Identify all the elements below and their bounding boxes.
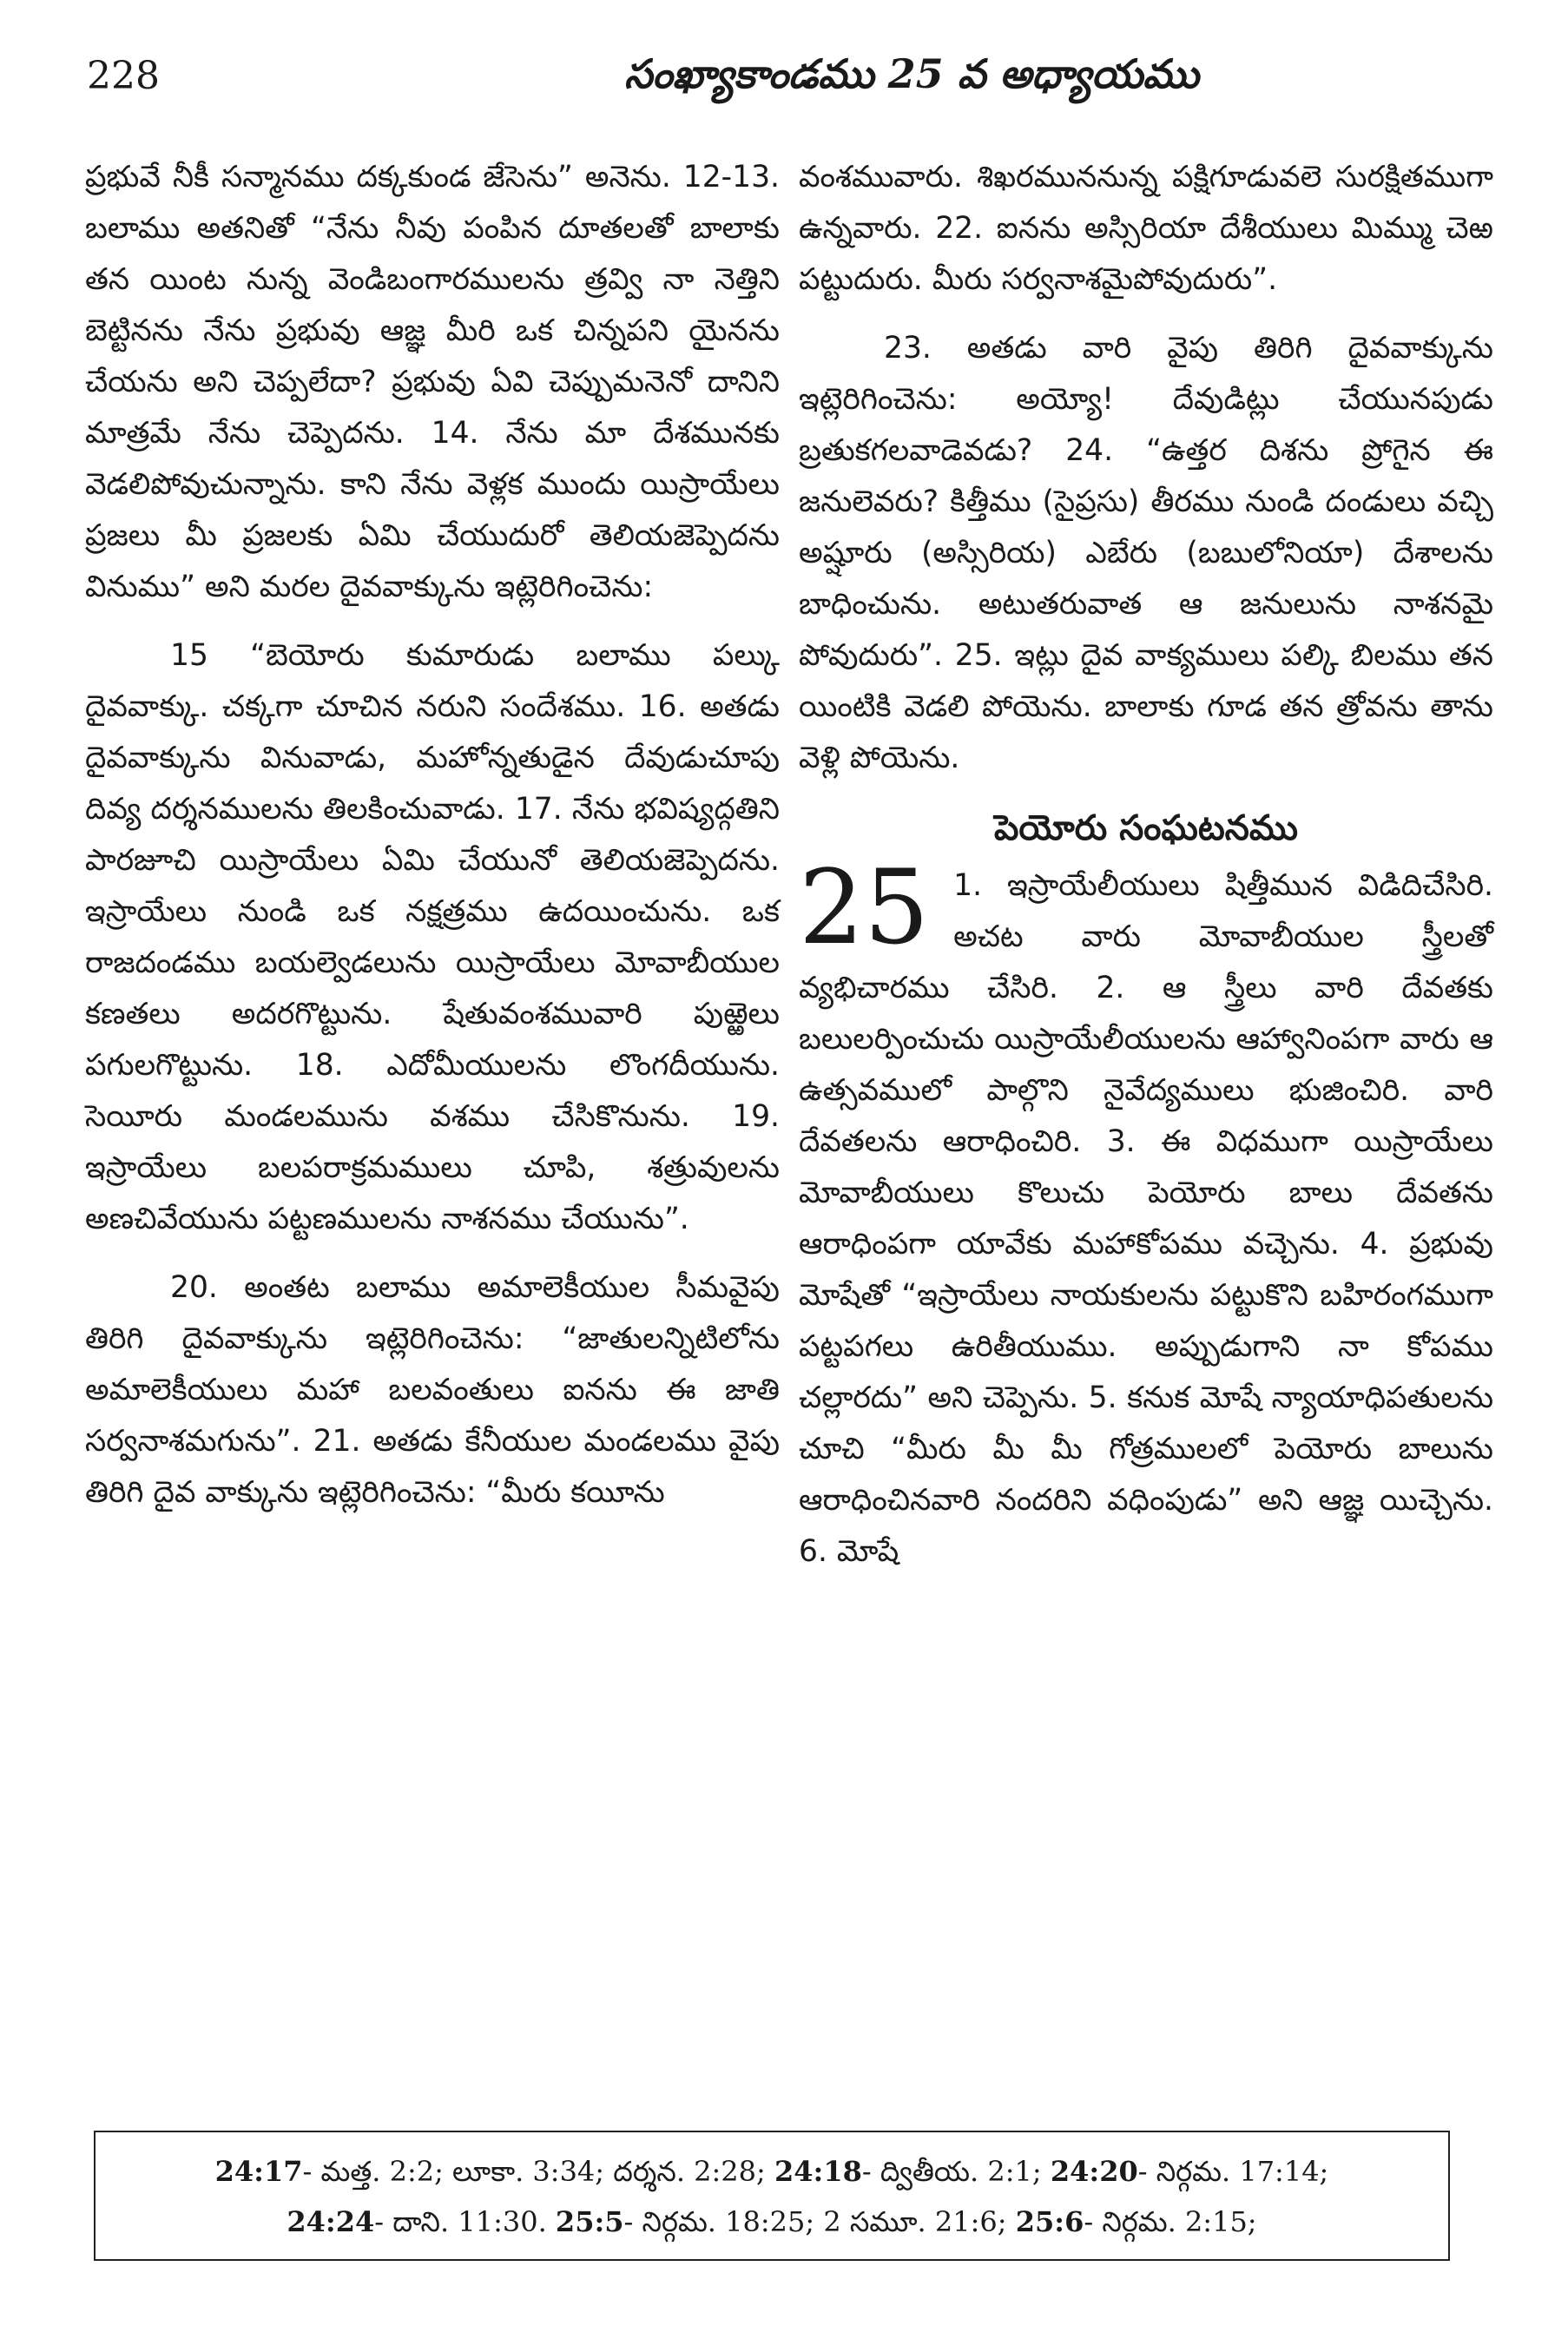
footnote-entry xyxy=(1016,2205,1257,2238)
right-column xyxy=(799,152,1493,1578)
footnote-ref: 24:20 xyxy=(1050,2155,1138,2188)
footnote-text: - నిర్గమ. 18:25; 2 సమూ. 21:6; xyxy=(623,2205,1007,2238)
footnote-text: - మత్త. 2:2; లూకా. 3:34; దర్శన. 2:28; xyxy=(302,2155,766,2188)
chapter-number: 25 xyxy=(799,847,930,967)
paragraph: వంశమువారు. శిఖరముననున్న పక్షిగూడువలె సురక్షితముగా ఉన్నవారు. 22. ఐనను అస్సిరియా దేశీయులు మిమ్ము చెఱ పట్టుదురు. మీరు సర్వనాశమైపోవుదురు”. xyxy=(799,160,1493,297)
footnote-text: - ద్వితీయ. 2:1; xyxy=(861,2155,1042,2188)
footnote-text: - దాని. 11:30. xyxy=(374,2205,547,2238)
footnote-ref: 25:5 xyxy=(555,2205,624,2238)
paragraph: ప్రభువే నీకీ సన్మానము దక్కకుండ జేసెను” అనెను. 12-13. బలాము అతనితో “నేను నీవు పంపిన దూతలతో బాలాకు తన యింట నున్న వెండిబంగారములను త్రవ్వి నా నెత్తిని బెట్టినను నేను ప్రభువు ఆజ్ఞ మీరి ఒక చిన్నపని యైనను చేయను అని చెప్పలేదా? ప్రభువు ఏవి చెప్పుమనెనో దానిని మాత్రమే నేను చెప్పెదను. 14. నేను మా దేశమునకు వెడలిపోవుచున్నాను. కాని నేను వెళ్లక ముందు యిస్రాయేలు ప్రజలు మీ ప్రజలకు ఏమి చేయుదురో తెలియజెప్పెదను వినుము” అని మరల దైవవాక్కును ఇట్లెరిగించెను: xyxy=(85,160,780,604)
paragraph: 20. అంతట బలాము అమాలెకీయుల సీమవైపు తిరిగి దైవవాక్కును ఇట్లెరిగించెను: “జాతులన్నిటిలోను అమాలెకీయులు మహా బలవంతులు ఐనను ఈ జాతి సర్వనాశమగును”. 21. అతడు కేనీయుల మండలము వైపు తిరిగి దైవ వాక్కును ఇట్లెరిగించెను: “మీరు కయీను xyxy=(85,1270,780,1510)
footnote-line xyxy=(96,2197,1448,2247)
footnotes-box xyxy=(94,2131,1450,2261)
footnote-entry xyxy=(215,2155,766,2188)
footnote-line xyxy=(96,2146,1448,2197)
footnote-ref: 24:17 xyxy=(214,2155,303,2188)
footnote-ref: 25:6 xyxy=(1015,2205,1084,2238)
footnote-entry xyxy=(287,2205,546,2238)
chapter-text: 1. ఇస్రాయేలీయులు షిత్తీమున విడిదిచేసిరి. అచట వారు మోవాబీయుల స్త్రీలతో వ్యభిచారము చేసిరి. 2. ఆ స్త్రీలు వారి దేవతకు బలులర్పించుచు యిస్రాయేలీయులను ఆహ్వానింపగా వారు ఆ ఉత్సవములో పాల్గొని నైవేద్యములు భుజించిరి. వారి దేవతలను ఆరాధించిరి. 3. ఈ విధముగా యిస్రాయేలు మోవాబీయులు కొలుచు పెయోరు బాలు దేవతను ఆరాధింపగా యావేకు మహాకోపము వచ్చెను. 4. ప్రభువు మోషేతో “ఇస్రాయేలు నాయకులను పట్టుకొని బహిరంగముగా పట్టపగలు ఉరితీయుము. అప్పుడుగాని నా కోపము చల్లారదు” అని చెప్పెను. 5. కనుక మోషే న్యాయాధిపతులను చూచి “మీరు మీ మీ గోత్రములలో పెయోరు బాలును ఆరాధించినవారి నందరిని వధింపుడు” అని ఆజ్ఞ యిచ్చెను. 6. మోషే xyxy=(799,868,1493,1569)
paragraph: 23. అతడు వారి వైపు తిరిగి దైవవాక్కును ఇట్లెరిగించెను: అయ్యో! దేవుడిట్లు చేయునపుడు బ్రతుకగలవాడెవడు? 24. “ఉత్తర దిశను ప్రోగైన ఈ జనులెవరు? కిత్తీము (సైప్రసు) తీరము నుండి దండులు వచ్చి అష్షూరు (అస్సిరియ) ఎబేరు (బబులోనియా) దేశాలను బాధించును. అటుతరువాత ఆ జనులును నాశనమై పోవుదురు”. 25. ఇట్లు దైవ వాక్యములు పల్కి బిలము తన యింటికి వెడలి పోయెను. బాలాకు గూడ తన త్రోవను తాను వెళ్లి పోయెను. xyxy=(799,331,1493,775)
paragraph: 15 “బెయోరు కుమారుడు బలాము పల్కు దైవవాక్కు. చక్కగా చూచిన నరుని సందేశము. 16. అతడు దైవవాక్కును వినువాడు, మహోన్నతుడైన దేవుడుచూపు దివ్య దర్శనములను తిలకించువాడు. 17. నేను భవిష్యద్గతిని పారజూచి యిస్రాయేలు ఏమి చేయునో తెలియజెప్పెదను. ఇస్రాయేలు నుండి ఒక నక్షత్రము ఉదయించును. ఒక రాజదండము బయల్వెడలును యిస్రాయేలు మోవాబీయుల కణతలు అదరగొట్టును. షేతువంశమువారి పుఱ్ఱెలు పగులగొట్టును. 18. ఎదోమీయులను లొంగదీయును. సెయీరు మండలమును వశము చేసికొనును. 19. ఇస్రాయేలు బలపరాక్రమములు చూపి, శత్రువులను అణచివేయును పట్టణములను నాశనము చేయును”. xyxy=(85,638,780,1236)
page-number: 228 xyxy=(87,54,160,98)
footnote-ref: 24:24 xyxy=(287,2205,375,2238)
chapter-paragraph xyxy=(799,847,1493,1578)
footnote-entry xyxy=(774,2155,1042,2188)
footnote-entry xyxy=(556,2205,1007,2238)
footnote-text: - నిర్గమ. 17:14; xyxy=(1137,2155,1329,2188)
running-head: సంఖ్యాకాండము 25 వ అధ్యాయము xyxy=(624,50,1199,97)
footnote-entry xyxy=(1051,2155,1329,2188)
section-heading: పెయోరు సంఘటనము xyxy=(993,808,1298,848)
left-column xyxy=(85,152,780,1519)
footnote-text: - నిర్గమ. 2:15; xyxy=(1084,2205,1257,2238)
footnote-ref: 24:18 xyxy=(774,2155,862,2188)
